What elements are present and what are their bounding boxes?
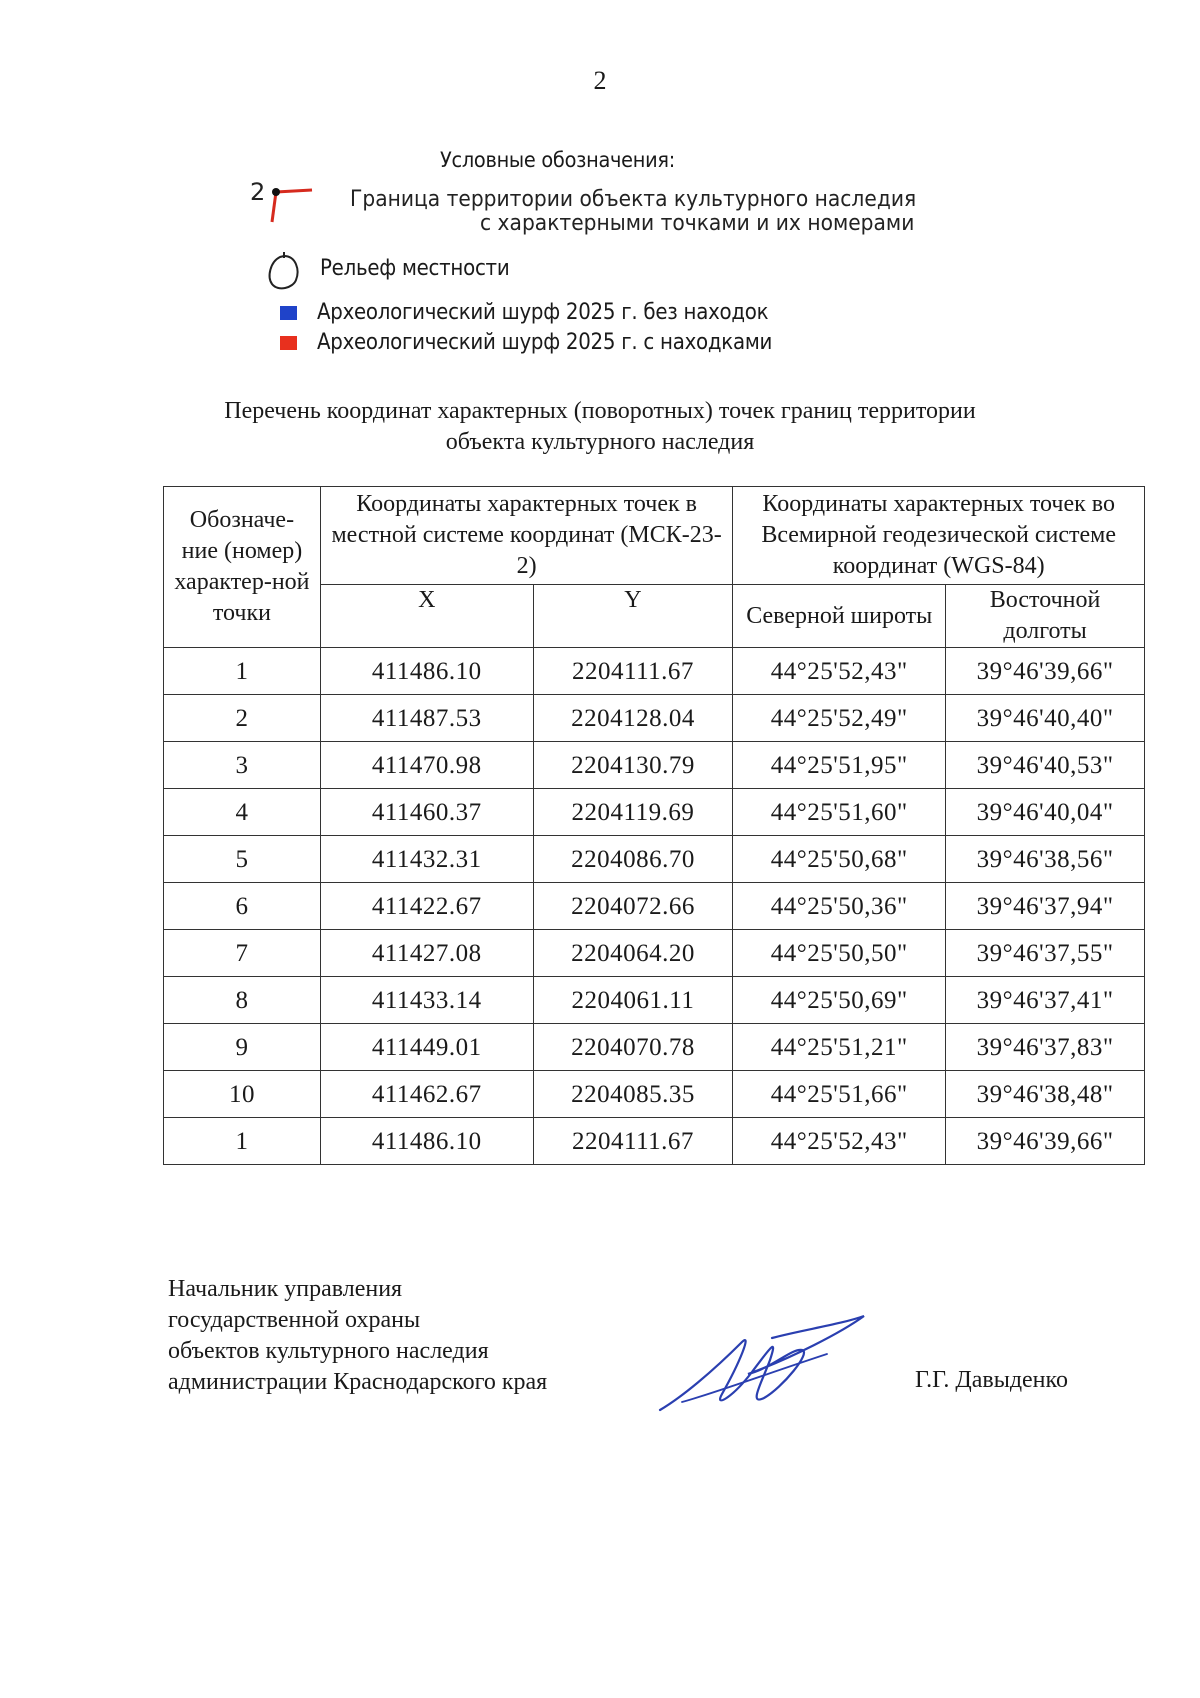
cell-latitude: 44°25'50,69" [733,977,946,1024]
signatory-position-line: Начальник управления [168,1276,403,1302]
table-row [164,789,1145,836]
cell-x: 411462.67 [320,1071,533,1118]
cell-latitude: 44°25'51,66" [733,1071,946,1118]
cell-x: 411460.37 [320,789,533,836]
cell-x: 411470.98 [320,742,533,789]
signatory-position-line: государственной охраны [168,1307,421,1333]
cell-longitude: 39°46'37,94" [946,883,1145,930]
cell-latitude: 44°25'52,43" [733,1118,946,1165]
cell-y: 2204111.67 [533,1118,733,1165]
blue-square-icon [280,306,297,320]
legend-relief-row [320,256,530,281]
header-x: X [320,585,533,648]
header-east: Восточной долготы [946,585,1145,648]
cell-y: 2204130.79 [533,742,733,789]
cell-longitude: 39°46'39,66" [946,648,1145,695]
cell-longitude: 39°46'39,66" [946,1118,1145,1165]
cell-point-number: 7 [164,930,321,977]
cell-point-number: 5 [164,836,321,883]
table-row [164,1118,1145,1165]
table-title-line1: Перечень координат характерных (поворотных) точек границ территории [224,398,976,424]
page-number: 2 [593,66,607,95]
cell-point-number: 1 [164,1118,321,1165]
legend-relief-label: Рельеф местности [320,256,510,281]
cell-longitude: 39°46'37,55" [946,930,1145,977]
table-row [164,930,1145,977]
cell-y: 2204119.69 [533,789,733,836]
cell-latitude: 44°25'52,43" [733,648,946,695]
cell-latitude: 44°25'50,36" [733,883,946,930]
boundary-point-icon [248,178,318,230]
handwritten-signature [652,1302,872,1420]
cell-y: 2204070.78 [533,1024,733,1071]
cell-longitude: 39°46'40,53" [946,742,1145,789]
table-row [164,1024,1145,1071]
legend-boundary-line2: с характерными точками и их номерами [480,211,915,236]
cell-point-number: 8 [164,977,321,1024]
coordinates-table [163,486,1145,1165]
cell-point-number: 1 [164,648,321,695]
legend-pit-with-finds-label: Археологический шурф 2025 г. с находками [317,330,773,355]
signatory-position-line: объектов культурного наследия [168,1338,489,1364]
cell-latitude: 44°25'51,60" [733,789,946,836]
cell-x: 411486.10 [320,648,533,695]
cell-longitude: 39°46'37,41" [946,977,1145,1024]
cell-latitude: 44°25'52,49" [733,695,946,742]
cell-point-number: 2 [164,695,321,742]
cell-y: 2204086.70 [533,836,733,883]
cell-latitude: 44°25'50,68" [733,836,946,883]
cell-longitude: 39°46'38,48" [946,1071,1145,1118]
cell-x: 411422.67 [320,883,533,930]
cell-y: 2204111.67 [533,648,733,695]
header-wgs-system: Координаты характерных точек во Всемирной геодезической системе координат (WGS-84) [733,487,1145,585]
table-row [164,648,1145,695]
cell-x: 411427.08 [320,930,533,977]
legend-pit-no-finds-label: Археологический шурф 2025 г. без находок [317,300,769,325]
header-y: Y [533,585,733,648]
cell-y: 2204128.04 [533,695,733,742]
cell-x: 411487.53 [320,695,533,742]
cell-point-number: 6 [164,883,321,930]
cell-y: 2204064.20 [533,930,733,977]
cell-x: 411433.14 [320,977,533,1024]
legend-boundary-label [350,188,965,236]
table-row [164,695,1145,742]
cell-point-number: 9 [164,1024,321,1071]
signatory-name: Г.Г. Давыденко [915,1367,1068,1393]
cell-latitude: 44°25'51,95" [733,742,946,789]
legend-pit-with-finds-row [280,330,823,355]
legend-boundary-line1: Граница территории объекта культурного наследия [350,187,917,212]
cell-point-number: 10 [164,1071,321,1118]
table-row [164,742,1145,789]
cell-x: 411486.10 [320,1118,533,1165]
legend-title: Условные обозначения: [440,148,675,172]
cell-longitude: 39°46'40,40" [946,695,1145,742]
cell-x: 411432.31 [320,836,533,883]
table-row [164,883,1145,930]
legend-pit-no-finds-row [280,300,818,325]
table-row [164,977,1145,1024]
header-local-system: Координаты характерных точек в местной системе координат (МСК-23-2) [320,487,732,585]
table-row [164,1071,1145,1118]
relief-contour-icon [266,252,302,294]
table-title-line2: объекта культурного наследия [445,429,755,455]
signatory-position [168,1274,547,1398]
cell-longitude: 39°46'37,83" [946,1024,1145,1071]
boundary-point-number: 2 [250,178,266,206]
table-title [0,396,1200,458]
table-row [164,836,1145,883]
cell-y: 2204061.11 [533,977,733,1024]
cell-longitude: 39°46'40,04" [946,789,1145,836]
header-designation: Обозначе-ние (номер) характер-ной точки [164,487,321,648]
cell-point-number: 4 [164,789,321,836]
cell-y: 2204085.35 [533,1071,733,1118]
cell-x: 411449.01 [320,1024,533,1071]
cell-longitude: 39°46'38,56" [946,836,1145,883]
header-north: Северной широты [733,585,946,648]
red-square-icon [280,336,297,350]
signatory-position-line: администрации Краснодарского края [168,1369,548,1395]
cell-latitude: 44°25'50,50" [733,930,946,977]
cell-latitude: 44°25'51,21" [733,1024,946,1071]
cell-point-number: 3 [164,742,321,789]
cell-y: 2204072.66 [533,883,733,930]
